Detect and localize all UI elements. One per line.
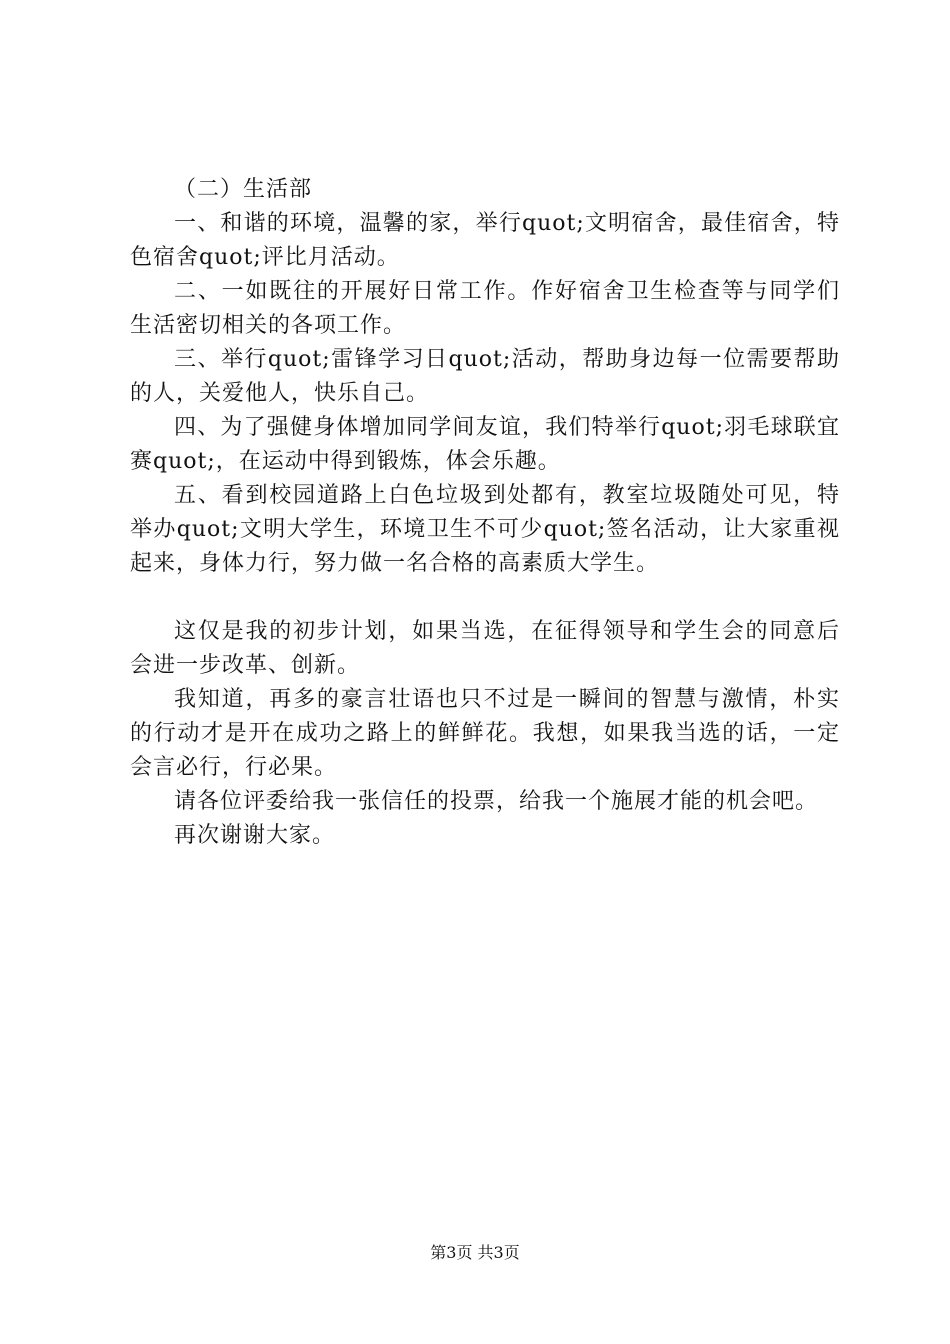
paragraph: 请各位评委给我一张信任的投票，给我一个施展才能的机会吧。 (174, 789, 819, 814)
paragraph: 三、举行quot;雷锋学习日quot;活动，帮助身边每一位需要帮助的人，关爱他人，快乐自己。 (130, 347, 840, 406)
paragraph: 再次谢谢大家。 (174, 823, 336, 848)
section-heading: （二）生活部 (174, 177, 313, 202)
paragraph: 二、一如既往的开展好日常工作。作好宿舍卫生检查等与同学们生活密切相关的各项工作。 (130, 279, 840, 338)
page-number-footer: 第3页 共3页 (430, 1243, 520, 1262)
paragraph: 四、为了强健身体增加同学间友谊，我们特举行quot;羽毛球联宜赛quot;，在运动中得到锻炼，体会乐趣。 (130, 415, 840, 474)
document-body (130, 173, 840, 853)
paragraph: 一、和谐的环境，温馨的家，举行quot;文明宿舍，最佳宿舍，特色宿舍quot;评比月活动。 (130, 211, 840, 270)
paragraph: 我知道，再多的豪言壮语也只不过是一瞬间的智慧与激情，朴实的行动才是开在成功之路上的鲜鲜花。我想，如果我当选的话，一定会言必行，行必果。 (130, 687, 840, 780)
paragraph: 这仅是我的初步计划，如果当选，在征得领导和学生会的同意后会进一步改革、创新。 (130, 619, 840, 678)
paragraph: 五、看到校园道路上白色垃圾到处都有，教室垃圾随处可见，特举办quot;文明大学生，环境卫生不可少quot;签名活动，让大家重视起来，身体力行，努力做一名合格的高素质大学生。 (130, 483, 840, 576)
